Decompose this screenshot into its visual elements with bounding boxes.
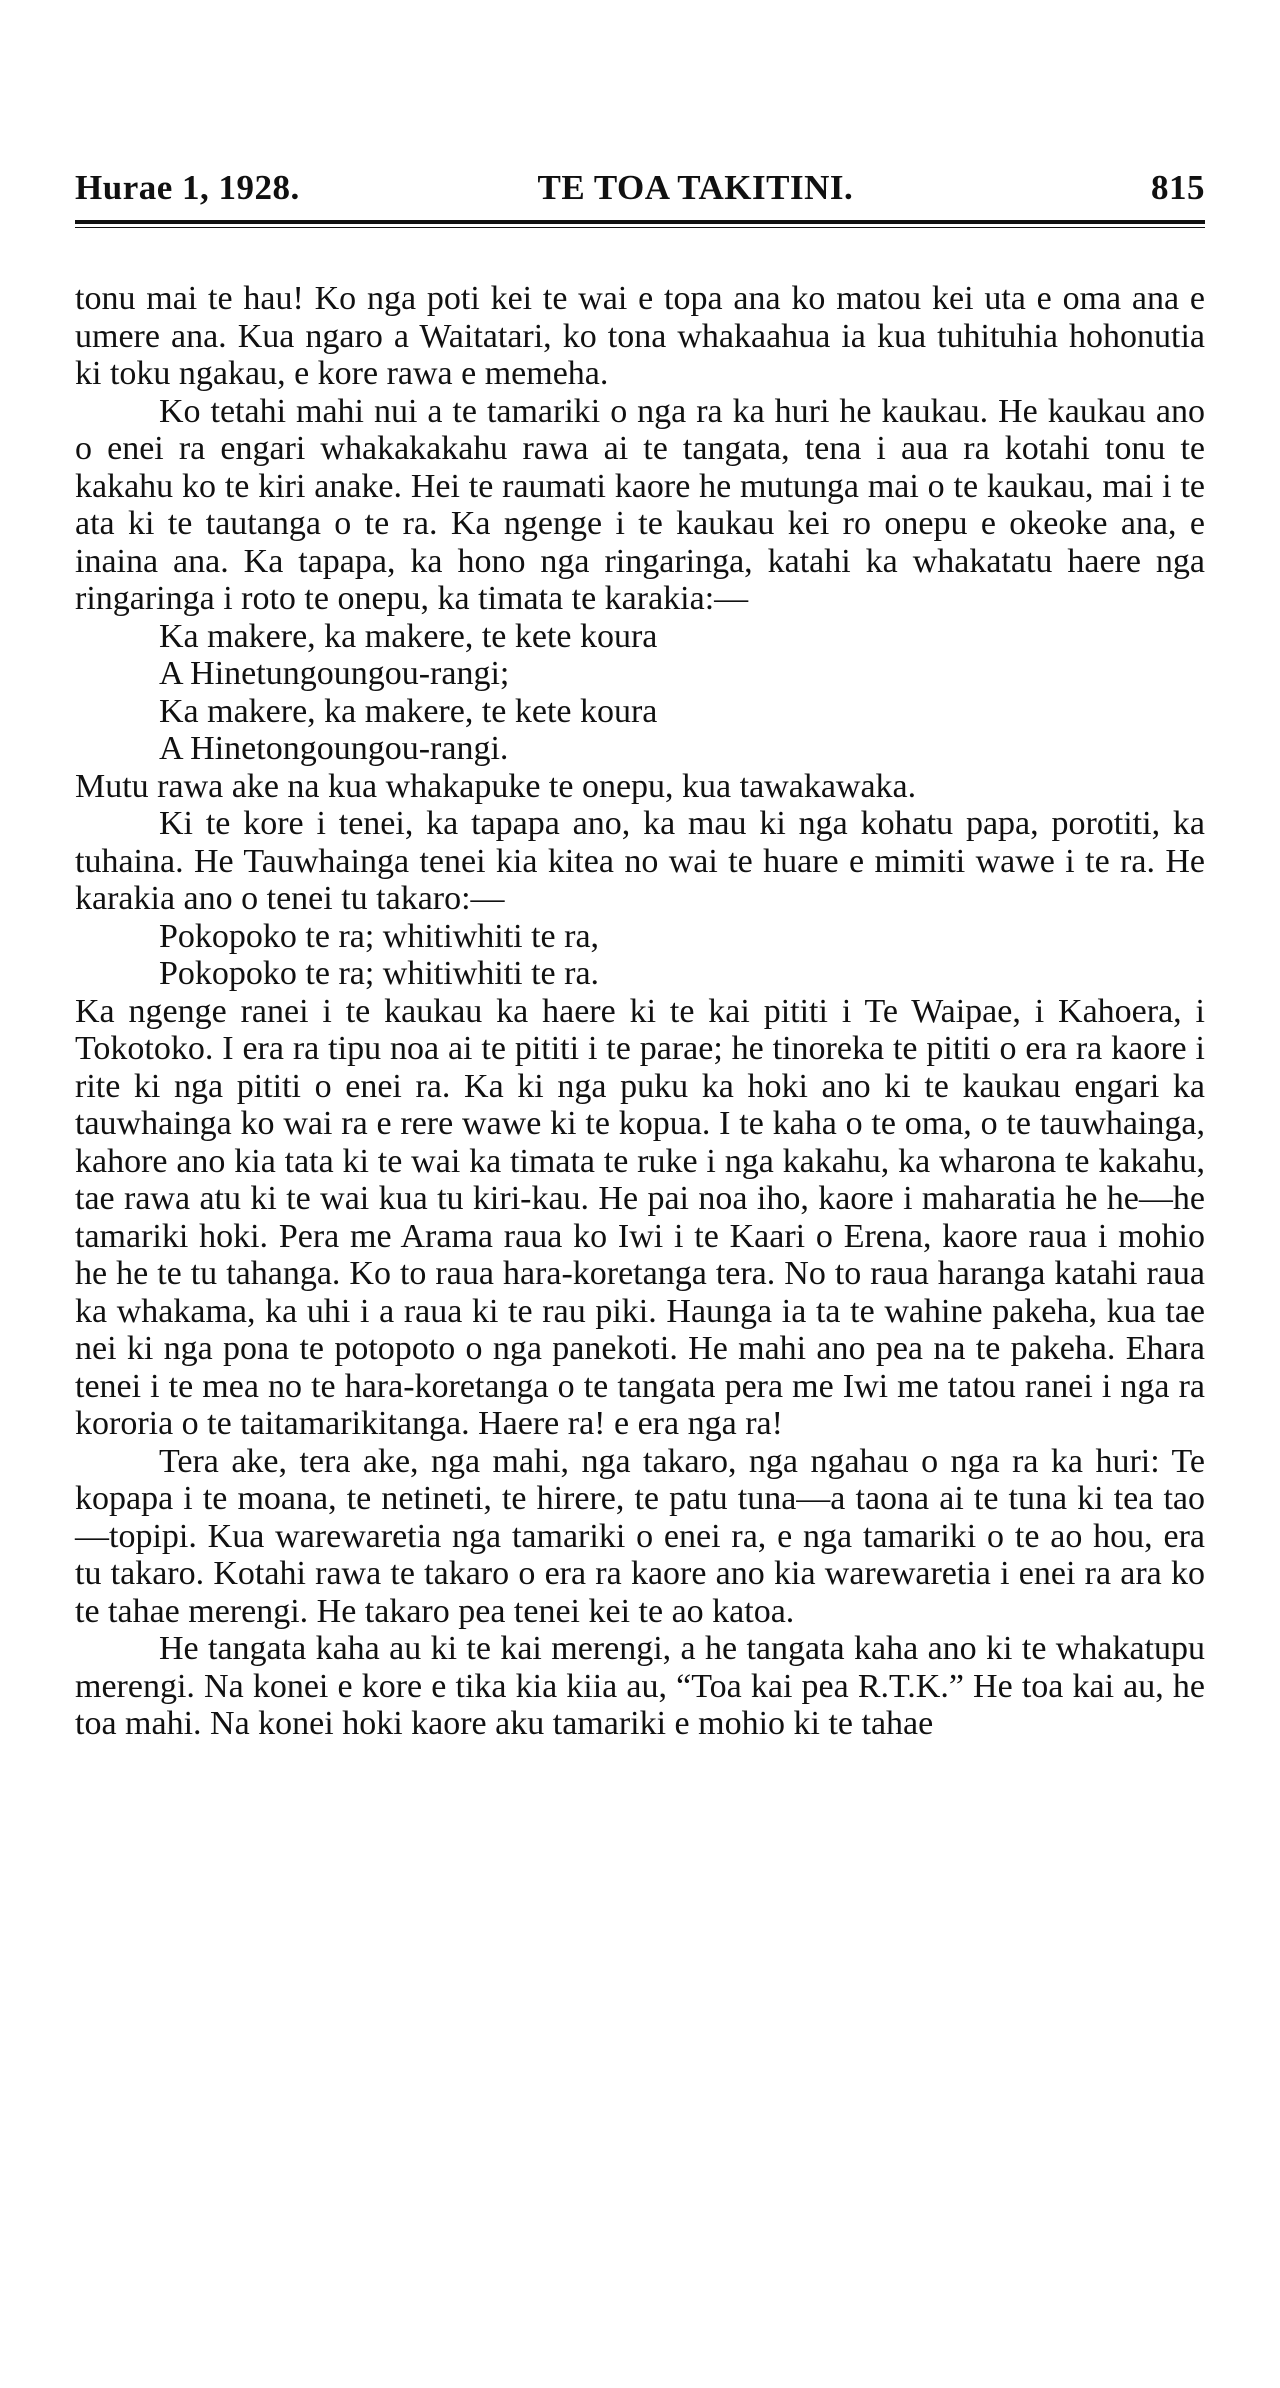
karakia-verse xyxy=(75,618,1205,768)
verse-line: Pokopoko te ra; whitiwhiti te ra. xyxy=(159,955,600,992)
paragraph: Ko tetahi mahi nui a te tamariki o nga ra ka huri he kaukau. He kaukau ano o enei ra engari whakakakahu rawa ai te tangata, tena i aua ra kotahi tonu te kakahu ko te kiri anake. Hei te raumati kaore he mutunga mai o te kaukau, mai i te ata ki te tautanga o te ra. Ka ngenge i te kaukau kei ro onepu e okeoke ana, e inaina ana. Ka tapapa, ka hono nga ringaringa, katahi ka whakatatu haere nga ringaringa i roto te onepu, ka timata te karakia:— xyxy=(75,392,1205,617)
header-date: Hurae 1, 1928. xyxy=(75,168,300,207)
paragraph: tonu mai te hau! Ko nga poti kei te wai e topa ana ko matou kei uta e oma ana e umere ana. Kua ngaro a Waitatari, ko tona whakaahua ia kua tuhituhia hohonutia ki toku ngakau, e kore rawa e memeha. xyxy=(75,280,1205,392)
verse-line: Pokopoko te ra; whitiwhiti te ra, xyxy=(159,917,600,955)
paragraph: He tangata kaha au ki te kai merengi, a he tangata kaha ano ki te whakatupu merengi. Na konei e kore e tika kia kiia au, “Toa kai pea R.T.K.” He toa kai au, he toa mahi. Na konei hoki kaore aku tamariki e mohio ki te tahae xyxy=(75,1630,1205,1742)
page-number: 815 xyxy=(1150,168,1205,207)
paragraph: Ki te kore i tenei, ka tapapa ano, ka mau ki nga kohatu papa, porotiti, ka tuhaina. He Tauwhainga tenei kia kitea no wai te huare e mimiti wawe i te ra. He karakia ano o tenei tu takaro:— xyxy=(75,805,1205,917)
paragraph: Ka ngenge ranei i te kaukau ka haere ki te kai pititi i Te Waipae, i Kahoera, i Tokotoko. I era ra tipu noa ai te pititi i te parae; he tinoreka te pititi o era ra kaore i rite ki nga pititi o enei ra. Ka ki nga puku ka hoki ano ki te kaukau engari ka tauwhainga ko wai ra e rere wawe ki te kopua. I te kaha o te oma, o te tauwhainga, kahore ano kia tata ki te wai ka timata te ruke i nga kakahu, ka wharona te kakahu, tae rawa atu ki te wai kua tu kiri-kau. He pai noa iho, kaore i maharatia he he—he tamariki hoki. Pera me Arama raua ko Iwi i te Kaari o Erena, kaore raua i mohio he he te tu tahanga. Ko to raua hara-koretanga tera. No to raua haranga katahi raua ka whakama, ka uhi i a raua ki te rau piki. Haunga ia ta te wahine pakeha, kua tae nei ki nga pona te potopoto o nga panekoti. He mahi ano pea na te pakeha. Ehara tenei i te mea no te hara-koretanga o te tangata pera me Iwi me tatou ranei i nga ra kororia o te taitamarikitanga. Haere ra! e era nga ra! xyxy=(75,992,1205,1442)
paragraph: Mutu rawa ake na kua whakapuke te onepu, kua tawakawaka. xyxy=(75,767,917,805)
karakia-verse xyxy=(75,918,1205,993)
verse-line: Ka makere, ka makere, te kete koura xyxy=(159,692,658,730)
verse-line: Ka makere, ka makere, te kete koura xyxy=(159,617,658,655)
article-body xyxy=(75,280,1205,1743)
header-title: TE TOA TAKITINI. xyxy=(537,168,854,207)
verse-line: A Hinetongoungou-rangi. xyxy=(159,730,509,767)
header-rule xyxy=(75,220,1205,228)
running-header xyxy=(75,168,1205,218)
document-page xyxy=(75,168,1205,1743)
verse-line: A Hinetungoungou-rangi; xyxy=(159,655,510,692)
paragraph: Tera ake, tera ake, nga mahi, nga takaro, nga ngahau o nga ra ka huri: Te kopapa i te moana, te netineti, te hirere, te patu tuna—a taona ai te tuna ki tea tao—topipi. Kua warewaretia nga tamariki o enei ra, e nga tamariki o te ao hou, era tu takaro. Kotahi rawa te takaro o era ra kaore ano kia warewaretia i enei ra ara ko te tahae merengi. He takaro pea tenei kei te ao katoa. xyxy=(75,1442,1205,1630)
